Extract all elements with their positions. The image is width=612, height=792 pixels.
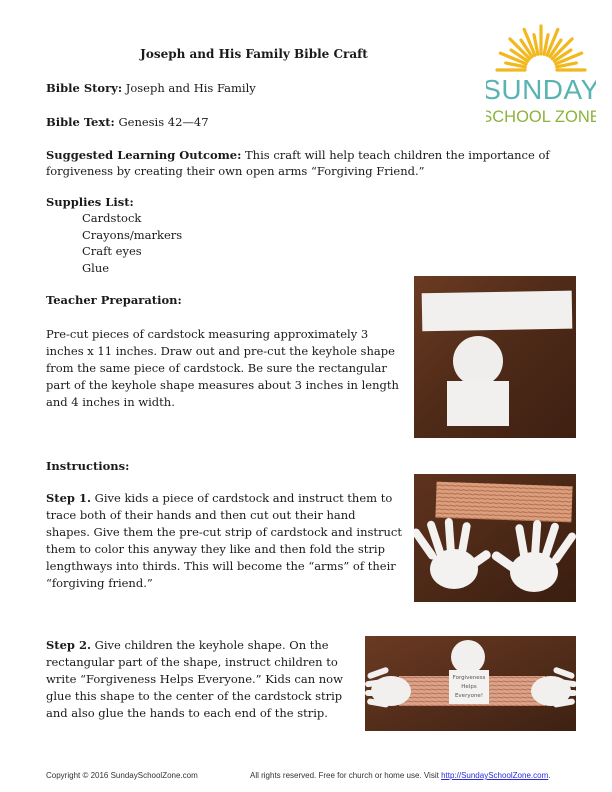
- step-1: [46, 490, 406, 592]
- supply-item: Glue: [82, 260, 110, 275]
- outcome-line: forgiveness by creating their own open arms “Forgiving Friend.”: [46, 164, 425, 178]
- footer-period: .: [548, 771, 551, 780]
- supply-item: Craft eyes: [82, 244, 142, 258]
- photo-cardstock-cutouts: [414, 276, 576, 438]
- text-line: and also glue the hands to each end of the strip.: [46, 706, 328, 720]
- footer-rights-text: All rights reserved. Free for church or home use. Visit: [250, 771, 439, 780]
- text-line: trace both of their hands and then cut out their hand: [46, 508, 356, 522]
- bible-story: [46, 80, 566, 96]
- craft-label-line: Helps: [461, 684, 477, 690]
- text-line: glue this shape to the center of the cardstock strip: [46, 689, 343, 703]
- text-line: write “Forgiveness Helps Everyone.” Kids can now: [46, 672, 343, 686]
- footer-copyright: Copyright © 2016 SundaySchoolZone.com: [46, 771, 198, 780]
- logo-word-sunday: SUNDAY: [486, 74, 596, 105]
- text-line: rectangular part of the shape, instruct children to: [46, 655, 338, 669]
- text-line: Give children the keyhole shape. On the: [94, 638, 329, 652]
- teacher-prep-heading: Teacher Preparation:: [46, 293, 182, 307]
- photo-hands-and-strip: [414, 474, 576, 602]
- text-line: part of the keyhole shape measures about 3 inches in length: [46, 378, 399, 392]
- logo-word-school-zone: SCHOOL ZONE: [486, 108, 596, 126]
- page-title: Joseph and His Family Bible Craft: [140, 47, 368, 61]
- text-line: from the same piece of cardstock. Be sure the rectangular: [46, 361, 387, 375]
- craft-label-line: Forgiveness: [452, 675, 486, 681]
- text-line: inches x 11 inches. Draw out and pre-cut the keyhole shape: [46, 344, 395, 358]
- outcome-line: This craft will help teach children the importance of: [245, 148, 550, 162]
- supplies-list: [82, 210, 182, 276]
- instructions-heading: Instructions:: [46, 459, 130, 473]
- text-line: and 4 inches in width.: [46, 395, 175, 409]
- learning-outcome: [46, 147, 566, 179]
- text-line: Pre-cut pieces of cardstock measuring approximately 3: [46, 327, 369, 341]
- supply-item: Crayons/markers: [82, 227, 183, 242]
- bible-story-label: Bible Story:: [46, 81, 123, 95]
- teacher-prep-text: [46, 326, 406, 411]
- text-line: shapes. Give them the pre-cut strip of cardstock and instruct: [46, 525, 402, 539]
- text-line: “forgiving friend.”: [46, 576, 153, 590]
- step-2-label: Step 2.: [46, 638, 91, 652]
- step-1-label: Step 1.: [46, 491, 91, 505]
- photo-finished-craft: [365, 636, 576, 731]
- bible-text: [46, 114, 566, 130]
- text-line: lengthways into thirds. This will become the “arms” of their: [46, 559, 396, 573]
- step-2: [46, 637, 376, 722]
- footer-rights: [250, 768, 550, 784]
- text-line: them to color this anyway they like and then fold the strip: [46, 542, 385, 556]
- bible-text-label: Bible Text:: [46, 115, 115, 129]
- craft-label-line: Everyone!: [454, 693, 484, 699]
- outcome-label: Suggested Learning Outcome:: [46, 148, 242, 162]
- supply-item: Cardstock: [82, 211, 142, 225]
- text-line: Give kids a piece of cardstock and instruct them to: [94, 491, 393, 505]
- bible-story-value: Joseph and His Family: [125, 81, 256, 95]
- bible-text-value: Genesis 42—47: [118, 115, 209, 129]
- footer-website-link[interactable]: http://SundaySchoolZone.com: [441, 771, 549, 780]
- supplies-heading: Supplies List:: [46, 195, 134, 209]
